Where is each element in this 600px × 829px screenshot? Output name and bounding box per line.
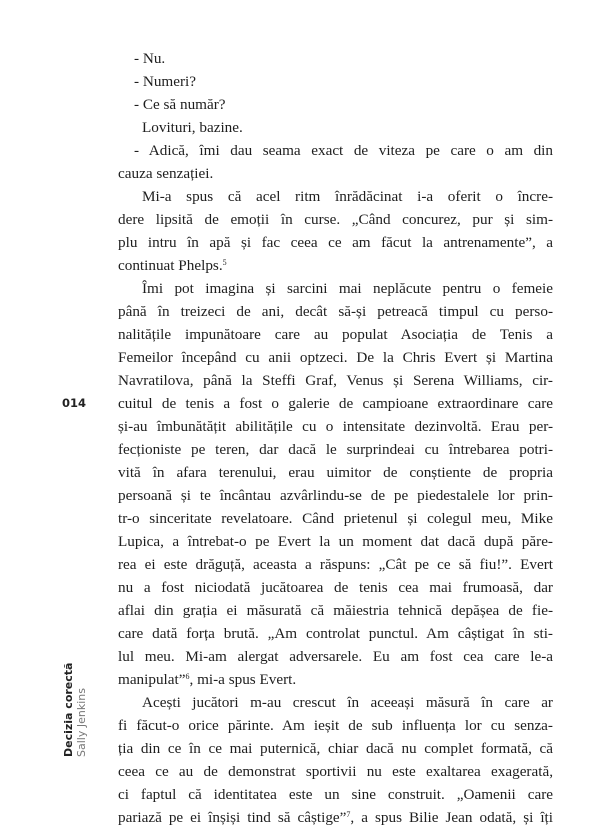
text-line: dere lipsită de emoții în curse. „Când concurez, pur și sim-: [118, 211, 553, 228]
running-head: [62, 663, 88, 757]
text-line: ci faptul că identitatea este un sine construit. „Oamenii care: [118, 786, 553, 803]
footnote-ref: 5: [222, 258, 227, 267]
text-line: rea ei este drăguță, aceasta a răspuns: „Cât pe ce să fiu!”. Evert: [118, 556, 553, 573]
footnote-ref: 7: [346, 810, 351, 819]
text-line: - Nu.: [134, 50, 166, 67]
text-line: Îmi pot imagina și sarcini mai neplăcute pentru o femeie: [142, 280, 553, 297]
text-line: Femeilor începând cu anii optzeci. De la Chris Evert și Martina: [118, 349, 553, 366]
author-name: Sally Jenkins: [75, 688, 88, 757]
text-line: fi făcut-o orice părinte. Am ieșit de sub influența lor cu senza-: [118, 717, 553, 734]
body-text: [118, 47, 553, 829]
text-line: cauza senzației.: [118, 165, 214, 182]
text-line: - Numeri?: [134, 73, 196, 90]
text-line: și-au îmbunătățit abilitățile cu o intensitate dezinvoltă. Erau per-: [118, 418, 553, 435]
text-line: vită în afara terenului, erau uimitor de conștiente de propria: [118, 464, 553, 481]
text-line: ceea ce au de demonstrat sportivii nu este exaltarea exagerată,: [118, 763, 553, 780]
text-line: Mi-a spus că acel ritm înrădăcinat i-a oferit o încre-: [142, 188, 553, 205]
text-line: până în treizeci de ani, decât să-și petreacă timpul cu perso-: [118, 303, 553, 320]
text-line: fecționiste pe teren, dar dacă le surprindeai cu întrebarea potri-: [118, 441, 553, 458]
text-line: nu a fost niciodată jucătoarea de tenis cea mai frumoasă, dar: [118, 579, 553, 596]
footnote-ref: 6: [185, 672, 190, 681]
text-line: plu intru în apă și fac ceea ce am făcut la antrenamente”, a: [118, 234, 553, 251]
page-number: 014: [62, 396, 87, 410]
text-line: - Adică, îmi dau seama exact de viteza pe care o am din: [134, 142, 553, 159]
text-line: Acești jucători m-au crescut în aceeași măsură în care ar: [142, 694, 553, 711]
text-line: aflai din grația ei măsurată că măiestria tehnică depășea de fie-: [118, 602, 553, 619]
text-line: lul meu. Mi-am alergat adversarele. Eu am fost cea care le-a: [118, 648, 553, 665]
text-line: care dată forța brută. „Am controlat punctul. Am câștigat în sti-: [118, 625, 553, 642]
book-title: Decizia corectă: [62, 662, 75, 757]
text-line: cuitul de tenis a fost o galerie de campioane extraordinare care: [118, 395, 553, 412]
text-line: nalitățile impunătoare care au populat Asociația de Tenis a: [118, 326, 553, 343]
text-line: persoană și te încântau azvârlindu-se de pe piedestalele lor prin-: [118, 487, 553, 504]
text-line: continuat Phelps.$^5$: [118, 257, 227, 274]
text-line: pariază pe ei înșiși tind să câștige”$^7$, a spus Bilie Jean odată, și îți: [118, 809, 553, 826]
text-line: Lovituri, bazine.: [142, 119, 243, 136]
text-line: manipulat”$^6$, mi-a spus Evert.: [118, 671, 297, 688]
text-line: Navratilova, până la Steffi Graf, Venus și Serena Williams, cir-: [118, 372, 553, 389]
text-line: Lupica, a întrebat-o pe Evert la un moment dat dacă după păre-: [118, 533, 553, 550]
text-line: tr-o sinceritate revelatoare. Când prietenul și colegul meu, Mike: [118, 510, 553, 527]
text-line: ția din ce în ce mai puternică, chiar dacă nu complet formată, că: [118, 740, 553, 757]
text-line: - Ce să număr?: [134, 96, 226, 113]
